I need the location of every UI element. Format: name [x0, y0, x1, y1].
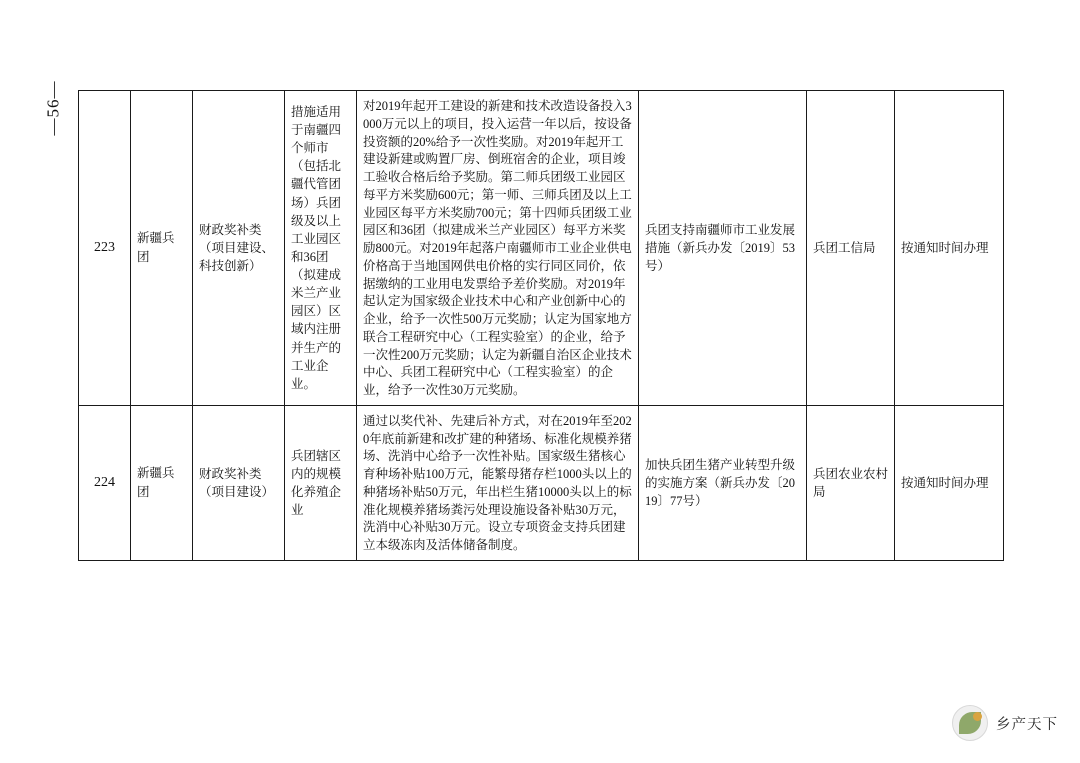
row-content: 对2019年起开工建设的新建和技术改造设备投入3000万元以上的项目，投入运营一年以后，按设备投资额的20%给予一次性奖励。对2019年起开工建设新建或购置厂房、倒班宿舍的企业，项目竣工验收合格后给予奖励。第二师兵团级工业园区每平方米奖励600元；第一师、三师兵团及以上工业园区每平方米奖励700元；第十四师兵团级工业园区和36团（拟建成米兰产业园区）每平方米奖励800元。对2019年起落户南疆师市工业企业供电价格高于当地国网供电价格的实行同区同价，依据缴纳的工业用电发票给予差价奖励。对2019年起认定为国家级企业技术中心和产业创新中心的企业，给予一次性500万元奖励；认定为国家地方联合工程研究中心（工程实验室）的企业，给予一次性200万元奖励；认定为新疆自治区企业技术中心、兵团工程研究中心（工程实验室）的企业，给予一次性30万元奖励。: [357, 91, 639, 406]
row-scope: 兵团辖区内的规模化养殖企业: [285, 405, 357, 560]
row-responsible-unit: 兵团工信局: [807, 91, 895, 406]
row-content: 通过以奖代补、先建后补方式，对在2019年至2020年底前新建和改扩建的种猪场、标准化规模养猪场、洗消中心给予一次性补贴。国家级生猪核心育种场补贴100万元，能繁母猪存栏1000头以上的种猪场补贴50万元，年出栏生猪10000头以上的标准化规模养猪场粪污处理设施设备补贴30万元，洗消中心补贴30万元。设立专项资金支持兵团建立本级冻肉及活体储备制度。: [357, 405, 639, 560]
row-number: 223: [79, 91, 131, 406]
row-responsible-unit: 兵团农业农村局: [807, 405, 895, 560]
row-region: 新疆兵团: [131, 405, 193, 560]
row-type: 财政奖补类（项目建设、科技创新）: [193, 91, 285, 406]
row-region: 新疆兵团: [131, 91, 193, 406]
page-number-text: —56—: [43, 80, 62, 136]
account-name: 乡产天下: [996, 716, 1058, 733]
account-badge: [952, 705, 1058, 741]
row-processing-time: 按通知时间办理: [895, 405, 1004, 560]
table-row: [79, 405, 1004, 560]
row-number: 224: [79, 405, 131, 560]
policy-table: [78, 90, 1004, 561]
table-row: [79, 91, 1004, 406]
leaf-sun-logo-icon: [952, 705, 988, 741]
row-policy-document: 兵团支持南疆师市工业发展措施（新兵办发〔2019〕53号）: [639, 91, 807, 406]
row-type: 财政奖补类（项目建设）: [193, 405, 285, 560]
row-scope: 措施适用于南疆四个师市（包括北疆代管团场）兵团级及以上工业园区和36团（拟建成米兰产业园区）区域内注册并生产的工业企业。: [285, 91, 357, 406]
row-policy-document: 加快兵团生猪产业转型升级的实施方案（新兵办发〔2019〕77号）: [639, 405, 807, 560]
row-processing-time: 按通知时间办理: [895, 91, 1004, 406]
